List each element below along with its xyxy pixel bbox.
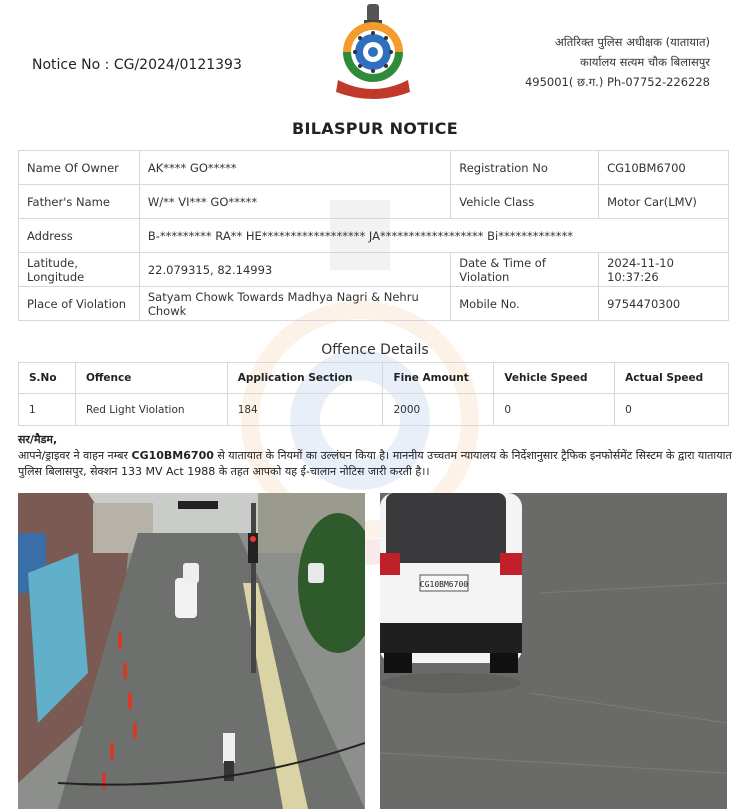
value-vehicle-class: Motor Car(LMV) [599, 185, 729, 219]
value-place-of-violation: Satyam Chowk Towards Madhya Nagri & Nehru Chowk [139, 287, 450, 321]
offence-table [18, 362, 729, 426]
notice-header [0, 0, 750, 110]
table-row [19, 219, 729, 253]
cell-actual-speed: 0 [615, 394, 729, 426]
police-emblem-logo [334, 2, 412, 102]
offence-details-title: Offence Details [321, 342, 429, 358]
label-place-of-violation: Place of Violation [19, 287, 140, 321]
office-line-3: 495001( छ.ग.) Ph-07752-226228 [524, 75, 710, 89]
table-header-row [19, 363, 729, 394]
notice-title: BILASPUR NOTICE [292, 119, 458, 138]
label-father-name: Father's Name [19, 185, 140, 219]
message-part-1: आपने/ड्राइवर ने वाहन नम्बर [18, 449, 132, 462]
cell-vehicle-speed: 0 [494, 394, 615, 426]
label-mobile-no: Mobile No. [451, 287, 599, 321]
owner-details-table [18, 150, 729, 321]
col-header-offence: Offence [75, 363, 227, 394]
cell-offence: Red Light Violation [75, 394, 227, 426]
value-address: B-********* RA** HE****************** JA****************** Bi************* [139, 219, 728, 253]
message-part-2: से यातायात के नियमों का उल्लंघन किया है। माननीय उच्चतम न्यायालय के निर्देशानुसार ट्रैफिक इनफोर्समेंट सिस्टम के द्वारा यातायात पुलिस बिलासपुर, सेक्शन 133 MV Act 1988 के तहत आपको यह ई-चालान नोटिस जारी करती है।। [18, 449, 732, 478]
value-lat-long: 22.079315, 82.14993 [139, 253, 450, 287]
label-lat-long: Latitude, Longitude [19, 253, 140, 287]
value-father-name: W/** VI*** GO***** [139, 185, 450, 219]
value-registration-no: CG10BM6700 [599, 151, 729, 185]
label-registration-no: Registration No [451, 151, 599, 185]
cell-fine-amount: 2000 [383, 394, 494, 426]
table-row [19, 253, 729, 287]
office-address [525, 32, 710, 92]
label-owner-name: Name Of Owner [19, 151, 140, 185]
value-mobile-no: 9754470300 [599, 287, 729, 321]
label-vehicle-class: Vehicle Class [451, 185, 599, 219]
message-registration: CG10BM6700 [131, 449, 214, 462]
notice-message [18, 432, 733, 480]
value-violation-datetime: 2024-11-10 10:37:26 [599, 253, 729, 287]
table-row [19, 287, 729, 321]
table-row [19, 151, 729, 185]
notice-number: Notice No : CG/2024/0121393 [32, 57, 242, 73]
office-line-2: कार्यालय सत्यम चौक बिलासपुर [580, 55, 710, 69]
col-header-actual-speed: Actual Speed [615, 363, 729, 394]
col-header-application-section: Application Section [227, 363, 383, 394]
label-violation-datetime: Date & Time of Violation [451, 253, 599, 287]
col-header-vehicle-speed: Vehicle Speed [494, 363, 615, 394]
evidence-photo-street [18, 493, 365, 809]
value-owner-name: AK**** GO***** [139, 151, 450, 185]
table-row [19, 185, 729, 219]
evidence-photo-vehicle [380, 493, 727, 809]
table-row [19, 394, 729, 426]
office-line-1: अतिरिक्त पुलिस अधीक्षक (यातायात) [554, 35, 710, 49]
cell-sno: 1 [19, 394, 76, 426]
col-header-sno: S.No [19, 363, 76, 394]
label-address: Address [19, 219, 140, 253]
col-header-fine-amount: Fine Amount [383, 363, 494, 394]
plate-number: CG10BM6700 [419, 580, 469, 589]
cell-application-section: 184 [227, 394, 383, 426]
salutation: सर/मैडम, [18, 433, 58, 446]
